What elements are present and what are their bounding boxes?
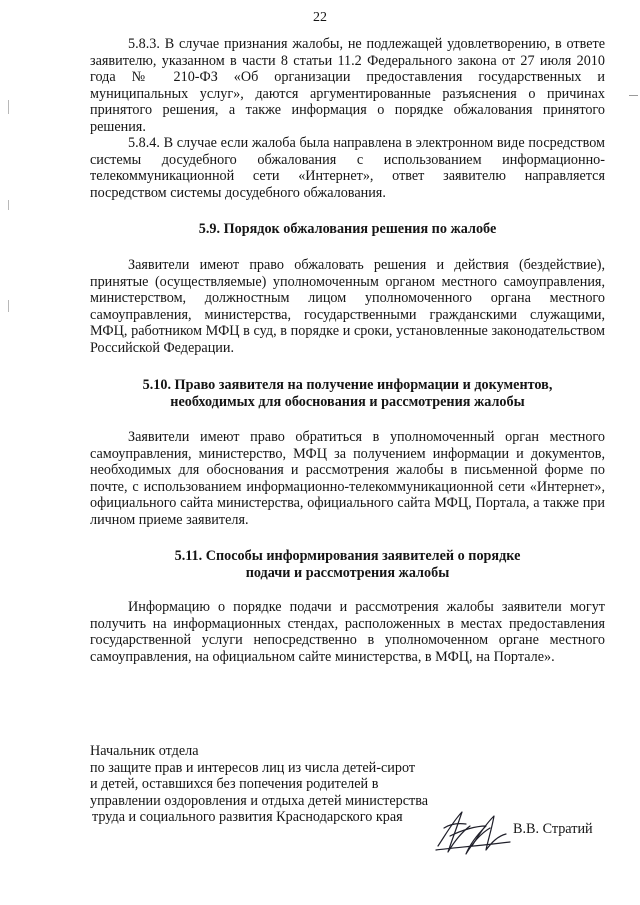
section-heading-5-9: 5.9. Порядок обжалования решения по жалобе	[198, 221, 497, 237]
section-heading-5-10	[90, 377, 605, 411]
left-edge-mark	[8, 100, 9, 114]
left-edge-mark	[8, 300, 9, 312]
handwritten-signature-icon	[432, 806, 512, 858]
page-number: 22	[313, 10, 327, 25]
paragraph-5-11: Информацию о порядке подачи и рассмотрения жалобы заявители могут получить на информационных стендах, расположенных в местах предоставления государственной услуги непосредственно в уполномоченном органе местного самоуправления, на официальном сайте министерства, в МФЦ, на Портале».	[90, 599, 605, 665]
signer-title-line: управлении оздоровления и отдыха детей министерства	[90, 792, 429, 809]
document-body	[90, 36, 605, 665]
right-edge-mark	[629, 95, 638, 96]
section-heading-5-11	[90, 548, 605, 582]
paragraph-5-10: Заявители имеют право обратиться в уполномоченный орган местного самоуправления, министерство, МФЦ за получением информации и документов, необходимых для обоснования и рассмотрения жалобы в письменной форме по почте, с использованием информационно-телекоммуникационной сети «Интернет», официального сайта министерства, официального сайта МФЦ, Портала, а также при личном приеме заявителя.	[90, 429, 605, 528]
left-edge-mark	[8, 200, 9, 210]
paragraph-5-8-3: 5.8.3. В случае признания жалобы, не подлежащей удовлетворению, в ответе заявителю, указанном в части 8 статьи 11.2 Федерального закона от 27 июля 2010 года № 210-ФЗ «Об организации предоставления государственных и муниципальных услуг», даются аргументированные разъяснения о причинах принятого решения, а также информация о порядке обжалования принятого решения.	[90, 36, 605, 135]
signer-name: В.В. Стратий	[513, 821, 593, 837]
signer-title-line: Начальник отдела	[90, 743, 199, 759]
signer-title-line: и детей, оставшихся без попечения родителей в	[90, 776, 379, 792]
section-heading-5-11-line1: 5.11. Способы информирования заявителей о порядке	[174, 548, 521, 564]
paragraph-5-9: Заявители имеют право обжаловать решения и действия (бездействие), принятые (осуществляемые) уполномоченным органом местного самоуправления, министерством, должностным лицом уполномоченного органа местного самоуправления, министерства, государственными гражданскими служащими, МФЦ, работником МФЦ в суд, в порядке и сроки, установленные законодательством Российской Федерации.	[90, 257, 605, 356]
signer-title-line: труда и социального развития Краснодарского края	[92, 809, 403, 825]
section-heading-5-11-line2: подачи и рассмотрения жалобы	[245, 565, 450, 581]
signer-title-line: по защите прав и интересов лиц из числа детей-сирот	[90, 759, 416, 776]
section-heading-5-10-line1: 5.10. Право заявителя на получение информации и документов,	[142, 377, 553, 393]
section-heading-5-10-line2: необходимых для обоснования и рассмотрения жалобы	[170, 394, 525, 410]
signature-block	[90, 743, 610, 826]
paragraph-5-8-4: 5.8.4. В случае если жалоба была направлена в электронном виде посредством системы досудебного обжалования с использованием информационно-телекоммуникационной сети «Интернет», ответ заявителю направляется посредством системы досудебного обжалования.	[90, 135, 605, 201]
